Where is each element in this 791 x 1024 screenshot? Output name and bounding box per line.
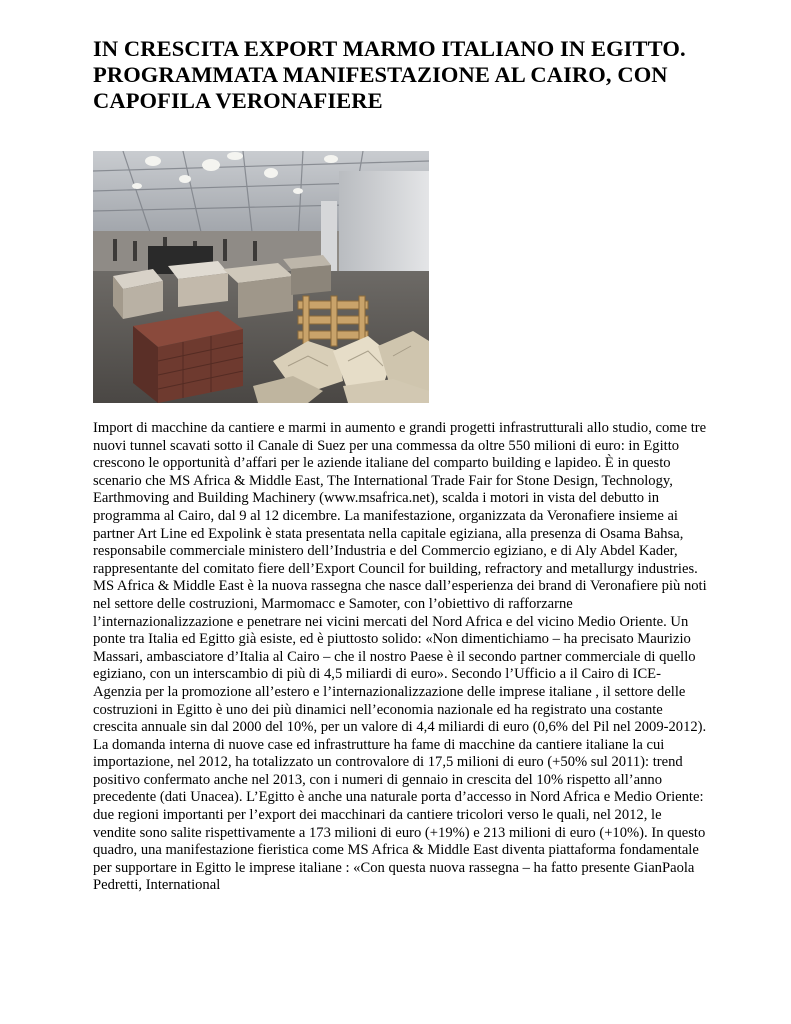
article-photo [93, 151, 429, 403]
article-title: IN CRESCITA EXPORT MARMO ITALIANO IN EGITTO. PROGRAMMATA MANIFESTAZIONE AL CAIRO, CON CAPOFILA VERONAFIERE [93, 36, 686, 113]
article-body: Import di macchine da cantiere e marmi in aumento e grandi progetti infrastrutturali allo studio, come tre nuovi tunnel scavati sotto il Canale di Suez per una commessa da oltre 550 milioni di euro: in Egitto crescono le opportunità d’affari per le aziende italiane del comparto building e lapideo. È in questo scenario che MS Africa & Middle East, The International Trade Fair for Stone Design, Technology, Earthmoving and Building Machinery (www.msafrica.net), scalda i motori in vista del debutto in programma al Cairo, dal 9 al 12 dicembre. La manifestazione, organizzata da Veronafiere insieme ai partner Art Line ed Expolink è stata presentata nella capitale egiziana, alla presenza di Osama Bahsa, responsabile commerciale ministero dell’Industria e del Commercio egiziano, e di Aly Abdel Kader, rappresentante del comitato fiere dell’Export Council for building, refractory and metallurgy industries. MS Africa & Middle East è la nuova rassegna che nasce dall’esperienza dei brand di Veronafiere più noti nel settore delle costruzioni, Marmomacc e Samoter, con l’obiettivo di rafforzarne l’internazionalizzazione e penetrare nei vicini mercati del Nord Africa e del vicino Medio Oriente. Un ponte tra Italia ed Egitto già esiste, ed è piuttosto solido: «Non dimentichiamo – ha precisato Maurizio Massari, ambasciatore d’Italia al Cairo – che il nostro Paese è il secondo partner commerciale di quello egiziano, con un interscambio di più di 4,5 miliardi di euro». Secondo l’Ufficio a il Cairo di ICE-Agenzia per la promozione all’estero e l’internazionalizzazione delle imprese italiane , il settore delle costruzioni in Egitto è uno dei più dinamici nell’economia nazionale ed ha registrato una costante crescita annuale sin dal 2000 del 10%, per un valore di 4,4 miliardi di euro (0,6% del Pil nel 2009-2012). La domanda interna di nuove case ed infrastrutture ha fame di macchine da cantiere italiane la cui importazione, nel 2012, ha totalizzato un controvalore di 17,5 milioni di euro (+50% sul 2011): trend positivo confermato anche nel 2013, con i numeri di gennaio in crescita del 10% rispetto all’anno precedente (dati Unacea). L’Egitto è anche una naturale porta d’accesso in Nord Africa e Medio Oriente: due regioni importanti per l’export dei macchinari da cantiere tricolori verso le quali, nel 2012, le vendite sono salite rispettivamente a 173 milioni di euro (+19%) e 213 milioni di euro (+10%). In questo quadro, una manifestazione fieristica come MS Africa & Middle East diventa piattaforma fondamentale per supportare in Egitto le imprese italiane : «Con questa nuova rassegna – ha fatto presente GianPaola Pedretti, International [93, 420, 707, 894]
trade-fair-marble-stand-photo-icon [93, 151, 429, 403]
